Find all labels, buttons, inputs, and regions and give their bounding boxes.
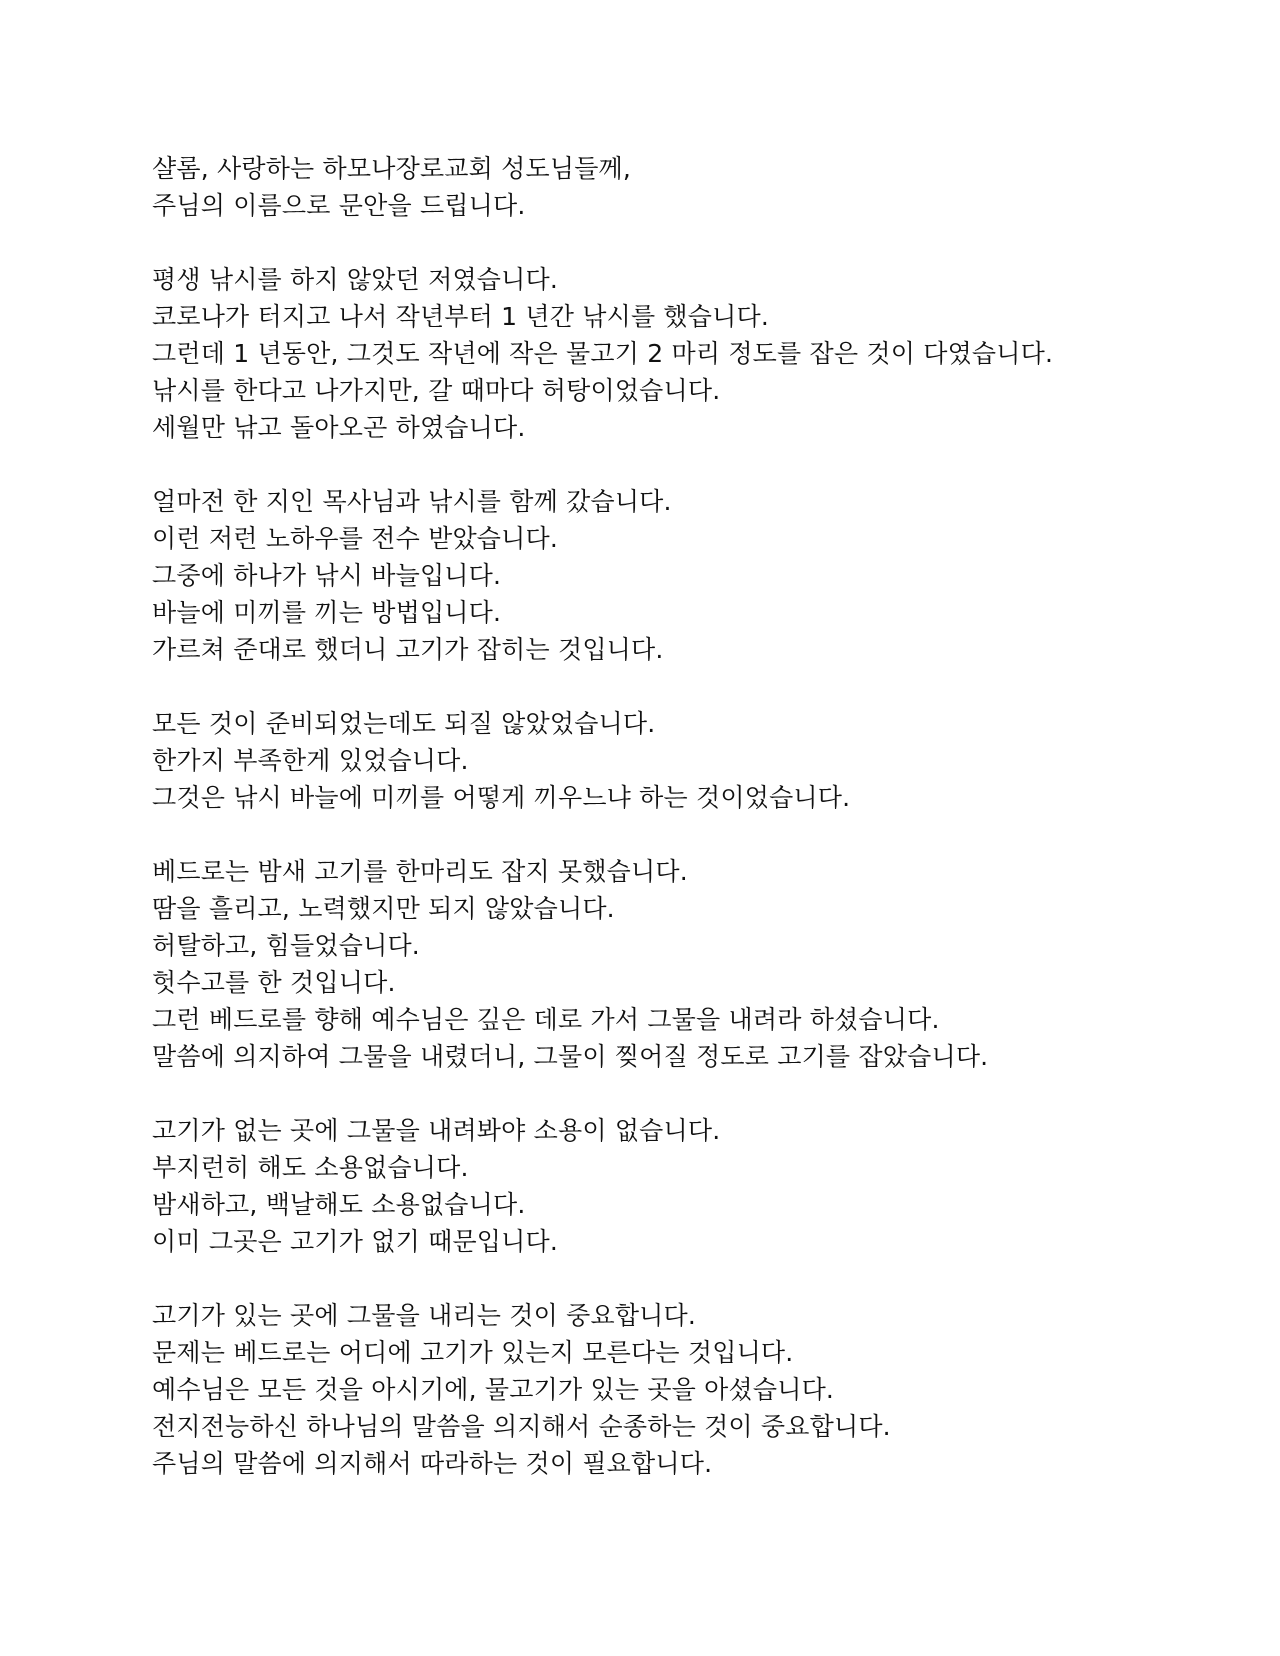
text-line: 주님의 이름으로 문안을 드립니다. (152, 191, 526, 220)
text-line: 베드로는 밤새 고기를 한마리도 잡지 못했습니다. (152, 857, 688, 886)
text-line: 세월만 낚고 돌아오곤 하였습니다. (152, 413, 526, 442)
text-line: 헛수고를 한 것입니다. (152, 968, 396, 997)
text-line: 그런 베드로를 향해 예수님은 깊은 데로 가서 그물을 내려라 하셨습니다. (152, 1005, 940, 1034)
text-line: 모든 것이 준비되었는데도 되질 않았었습니다. (152, 709, 656, 738)
text-line: 가르쳐 준대로 했더니 고기가 잡히는 것입니다. (152, 635, 664, 664)
text-line: 얼마전 한 지인 목사님과 낚시를 함께 갔습니다. (152, 487, 672, 516)
text-line: 밤새하고, 백날해도 소용없습니다. (152, 1190, 526, 1219)
text-line: 한가지 부족한게 있었습니다. (152, 746, 469, 775)
text-line: 고기가 있는 곳에 그물을 내리는 것이 중요합니다. (152, 1301, 697, 1330)
text-line: 낚시를 한다고 나가지만, 갈 때마다 허탕이었습니다. (152, 376, 721, 405)
text-line: 고기가 없는 곳에 그물을 내려봐야 소용이 없습니다. (152, 1116, 721, 1145)
text-line: 부지런히 해도 소용없습니다. (152, 1153, 469, 1182)
paragraph-fishing-experience (152, 261, 1212, 446)
text-line: 코로나가 터지고 나서 작년부터 1 년간 낚시를 했습니다. (152, 302, 769, 331)
text-line: 예수님은 모든 것을 아시기에, 물고기가 있는 곳을 아셨습니다. (152, 1375, 835, 1404)
paragraph-no-fish (152, 1112, 1212, 1260)
paragraph-obedience (152, 1297, 1212, 1482)
text-line: 전지전능하신 하나님의 말씀을 의지해서 순종하는 것이 중요합니다. (152, 1412, 891, 1441)
text-line: 이미 그곳은 고기가 없기 때문입니다. (152, 1227, 558, 1256)
paragraph-know-how (152, 483, 1212, 668)
text-line: 그중에 하나가 낚시 바늘입니다. (152, 561, 502, 590)
text-line: 샬롬, 사랑하는 하모나장로교회 성도님들께, (152, 154, 632, 183)
text-line: 문제는 베드로는 어디에 고기가 있는지 모른다는 것입니다. (152, 1338, 794, 1367)
text-line: 그것은 낚시 바늘에 미끼를 어떻게 끼우느냐 하는 것이었습니다. (152, 783, 851, 812)
paragraph-peter (152, 853, 1212, 1075)
text-line: 땀을 흘리고, 노력했지만 되지 않았습니다. (152, 894, 615, 923)
text-line: 주님의 말씀에 의지해서 따라하는 것이 필요합니다. (152, 1449, 713, 1478)
text-line: 평생 낚시를 하지 않았던 저였습니다. (152, 265, 558, 294)
text-line: 그런데 1 년동안, 그것도 작년에 작은 물고기 2 마리 정도를 잡은 것이 다였습니다. (152, 339, 1054, 368)
paragraph-missing-piece (152, 705, 1212, 816)
text-line: 이런 저런 노하우를 전수 받았습니다. (152, 524, 558, 553)
text-line: 바늘에 미끼를 끼는 방법입니다. (152, 598, 502, 627)
letter-body (152, 150, 1212, 1482)
text-line: 허탈하고, 힘들었습니다. (152, 931, 420, 960)
text-line: 말씀에 의지하여 그물을 내렸더니, 그물이 찢어질 정도로 고기를 잡았습니다. (152, 1042, 989, 1071)
greeting-paragraph (152, 150, 1212, 224)
